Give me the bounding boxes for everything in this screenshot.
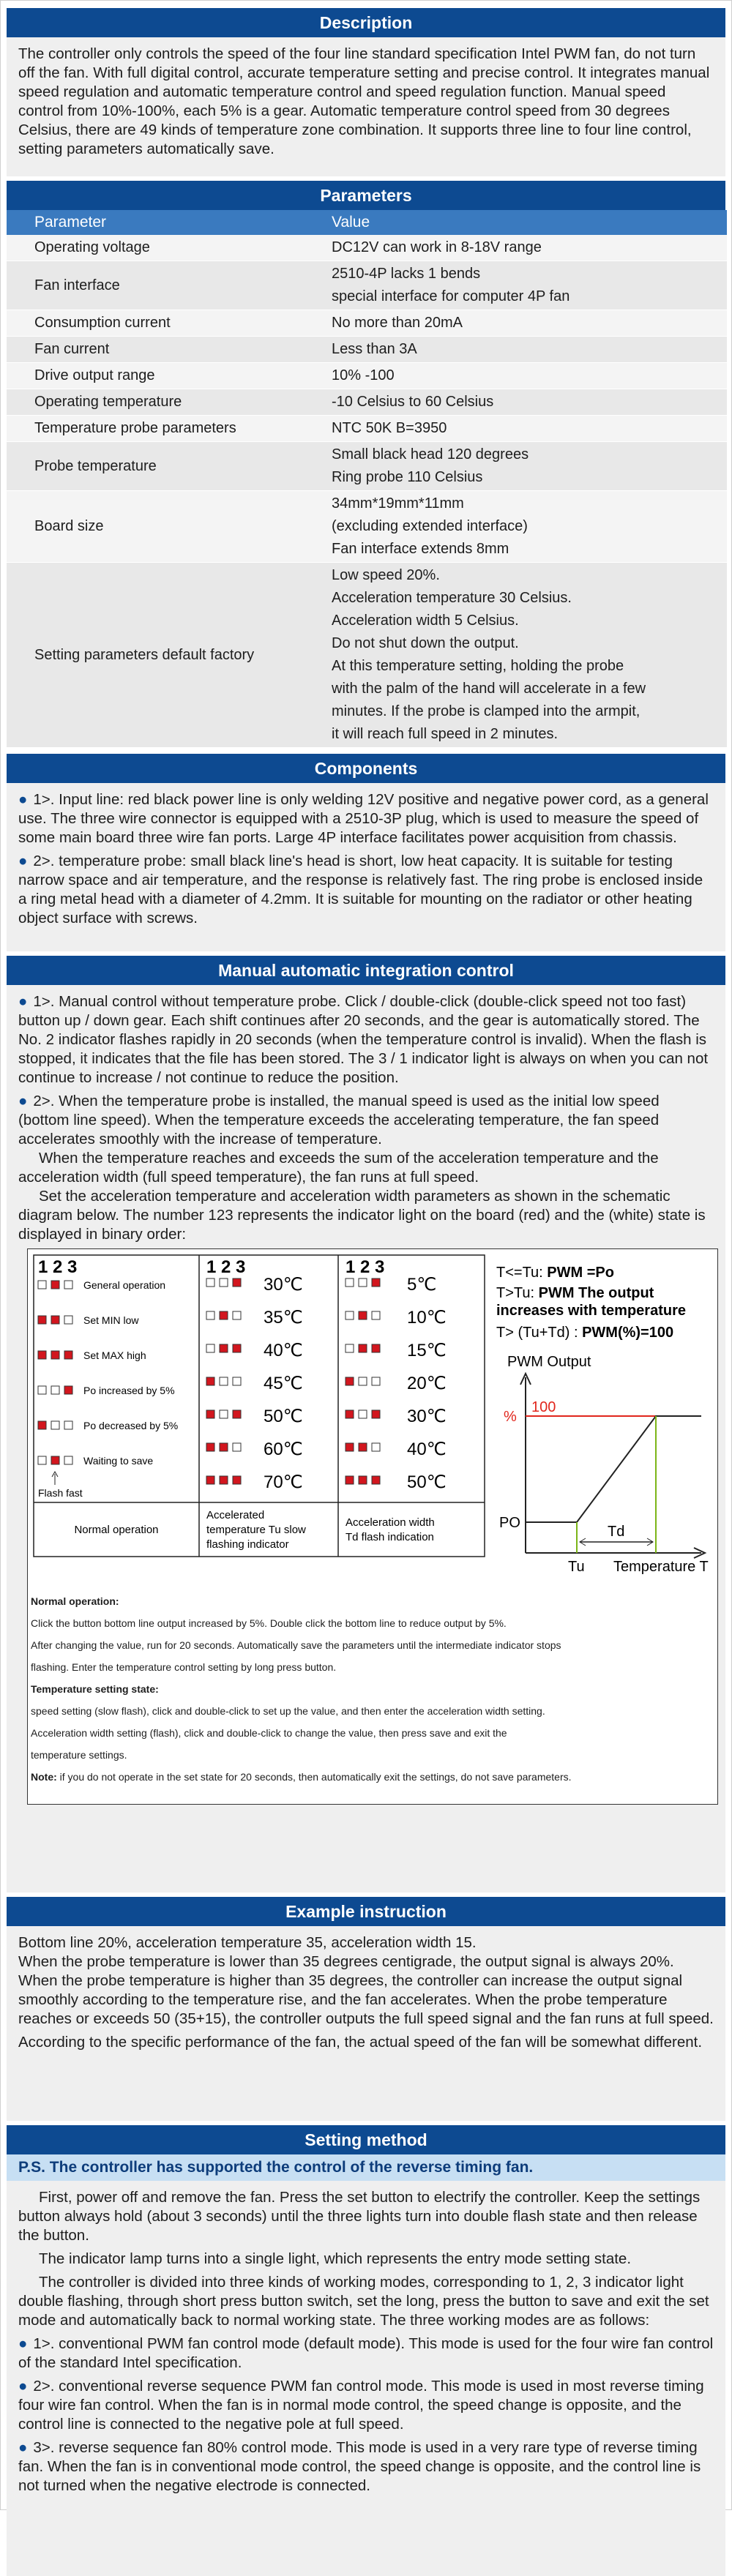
param-value-line: with the palm of the hand will accelerate in a few [332, 681, 646, 697]
led-indicator [372, 1344, 380, 1352]
led-indicator [51, 1316, 59, 1324]
graph-pwm-curve [526, 1416, 701, 1522]
manual-para-2: When the temperature reaches and exceeds the sum of the acceleration temperature and the acceleration width (full speed temperature), the fan runs at full speed. [18, 1150, 659, 1186]
led-indicator [233, 1311, 241, 1319]
setting-block [7, 2181, 725, 2576]
led-indicator [233, 1344, 241, 1352]
tu-temp-label: 70℃ [264, 1472, 303, 1492]
led-indicator [64, 1281, 72, 1289]
led-indicator [206, 1278, 214, 1287]
led-indicator [346, 1278, 354, 1287]
setting-p1: First, power off and remove the fan. Press the set button to electrify the controller. Keep the settings button always hold (about 3 seconds) until the three lights turn into double flash state and then release the button. [18, 2189, 701, 2244]
param-row [7, 416, 727, 442]
led-indicator [233, 1443, 241, 1451]
tu-temp-label: 35℃ [264, 1308, 303, 1328]
setting-p2: The indicator lamp turns into a single light, which represents the entry mode setting state. [39, 2250, 632, 2267]
led-indicator [359, 1278, 367, 1287]
led-indicator [51, 1456, 59, 1464]
flash-fast-label: Flash fast [38, 1487, 83, 1499]
param-value-line: No more than 20mA [332, 315, 463, 331]
led-indicator [64, 1456, 72, 1464]
led-indicator [51, 1386, 59, 1394]
param-value-line: special interface for computer 4P fan [332, 288, 570, 304]
diagram-notes [28, 1586, 717, 1788]
td-temp-label: 40℃ [407, 1439, 447, 1459]
indicator-diagram [27, 1248, 718, 1805]
param-header-value: Value [324, 210, 727, 235]
param-value [324, 235, 727, 261]
param-body [7, 235, 727, 748]
param-value-line: At this temperature setting, holding the probe [332, 658, 624, 674]
led-indicator [346, 1311, 354, 1319]
param-row [7, 261, 727, 310]
led-indicator [64, 1421, 72, 1429]
led-indicator [38, 1386, 46, 1394]
td-temp-label: 30℃ [407, 1407, 447, 1426]
footer-normal: Normal operation [74, 1524, 159, 1536]
led-indicator [206, 1377, 214, 1385]
example-p1: Bottom line 20%, acceleration temperature 35, acceleration width 15. [18, 1934, 477, 1951]
param-row [7, 337, 727, 363]
param-name: Drive output range [7, 363, 324, 389]
graph-pct: % [504, 1409, 517, 1425]
param-row [7, 363, 727, 389]
param-value [324, 310, 727, 337]
bullet-icon: ● [18, 1093, 28, 1109]
graph-temp-label: Temperature T [613, 1559, 709, 1575]
param-value-line: minutes. If the probe is clamped into the armpit, [332, 703, 640, 719]
param-header-name: Parameter [7, 210, 324, 235]
param-value-line: Fan interface extends 8mm [332, 541, 509, 557]
led-indicator [372, 1476, 380, 1484]
led-indicator [38, 1351, 46, 1359]
td-temp-label: 10℃ [407, 1308, 447, 1328]
param-row [7, 310, 727, 337]
param-value [324, 389, 727, 416]
led-indicator [372, 1278, 380, 1287]
led-indicator [220, 1311, 228, 1319]
led-indicator [64, 1316, 72, 1324]
led-indicator [206, 1476, 214, 1484]
led-indicator [206, 1410, 214, 1418]
mode-label: General operation [83, 1279, 166, 1291]
param-name: Fan interface [7, 261, 324, 310]
tu-temp-label: 45℃ [264, 1374, 303, 1393]
param-row [7, 442, 727, 491]
param-name: Fan current [7, 337, 324, 363]
led-indicator [372, 1443, 380, 1451]
led-indicator [220, 1377, 228, 1385]
led-indicator [372, 1311, 380, 1319]
td-temp-label: 50℃ [407, 1472, 447, 1492]
bullet-icon: ● [18, 791, 28, 808]
components-title: Components [7, 754, 725, 783]
setting-title: Setting method [7, 2125, 725, 2154]
footer-td-1: Acceleration width [346, 1516, 435, 1529]
led-indicator [359, 1443, 367, 1451]
mode-label: Po increased by 5% [83, 1385, 175, 1396]
led-indicator [206, 1311, 214, 1319]
mode-label: Po decreased by 5% [83, 1420, 179, 1431]
bullet-icon: ● [18, 2378, 28, 2395]
param-value-line: Do not shut down the output. [332, 635, 519, 651]
manual-title: Manual automatic integration control [7, 956, 725, 985]
param-value-line: NTC 50K B=3950 [332, 420, 447, 436]
manual-para-3: Set the acceleration temperature and acceleration width parameters as shown in the schematic diagram below. The number 123 represents the indicator light on the board (red) and the (white) state is displayed in binary order: [18, 1188, 706, 1243]
note-temp-heading: Temperature setting state: [31, 1683, 159, 1695]
led-indicator [64, 1386, 72, 1394]
param-value [324, 363, 727, 389]
mode-label: Waiting to save [83, 1455, 154, 1467]
mode-label: Set MAX high [83, 1349, 146, 1361]
legend-1: T<=Tu: PWM =Po [496, 1265, 614, 1281]
led-indicator [38, 1316, 46, 1324]
graph-po: PO [499, 1515, 520, 1531]
description-text: The controller only controls the speed of the four line standard specification Intel PWM fan, do not turn off the fan. With full digital control, accurate temperature setting and precise control. It integrates manual speed regulation and automatic temperature control and speed regulation function. Manual speed control from 10%-100%, each 5% is a gear. Automatic temperature control speed from 30 degrees Celsius, there are 49 kinds of temperature zone combination. It supports three line to four line control, setting parameters automatically save. [7, 37, 725, 176]
led-indicator [359, 1410, 367, 1418]
led-indicator [346, 1410, 354, 1418]
legend-3: T> (Tu+Td) : PWM(%)=100 [496, 1325, 674, 1341]
parameters-title: Parameters [7, 181, 725, 210]
led-indicator [64, 1351, 72, 1359]
param-name: Probe temperature [7, 442, 324, 491]
led-indicator [359, 1311, 367, 1319]
td-temp-label: 15℃ [407, 1341, 447, 1360]
component-item: ● 2>. temperature probe: small black line's head is short, low heat capacity. It is suitable for testing narrow space and air temperature, and the response is relatively fast. The ring probe is enclosed inside a ring metal head with a diameter of 4.2mm. It is suitable for mounting on the radiator or other heating object surface with screws. [18, 853, 703, 926]
param-value [324, 337, 727, 363]
legend-2b: increases with temperature [496, 1303, 686, 1319]
graph-td: Td [608, 1524, 625, 1540]
param-row [7, 563, 727, 748]
component-item: ● 1>. Input line: red black power line is only welding 12V positive and negative power cord, as a general use. The three wire connector is equipped with a 2510-3P plug, which is used to measure the speed of some main board three wire fan ports. Large 4P interface facilitates power acquisition from chassis. [18, 791, 709, 846]
note-final: Note: if you do not operate in the set state for 20 seconds, then automatically exit the settings, do not save parameters. [31, 1771, 572, 1783]
graph-100: 100 [531, 1399, 556, 1415]
led-indicator [220, 1443, 228, 1451]
td-temp-label: 5℃ [407, 1275, 437, 1295]
note-temp-1: speed setting (slow flash), click and double-click to set up the value, and then enter the acceleration width setting. [31, 1705, 545, 1717]
manual-item-1: ● 1>. Manual control without temperature probe. Click / double-click (double-click speed not too fast) button up / down gear. Each shift continues after 20 seconds, and the gear is automatically stored. The No. 2 indicator flashes rapidly in 20 seconds (when the temperature control is invalid). When the flash is stopped, it indicates that the file has been stored. The 3 / 1 indicator light is always on when you can not continue to increase / not continue to reduce the position. [18, 993, 709, 1086]
param-value-line: Small black head 120 degrees [332, 446, 529, 463]
legend-2: T>Tu: PWM The output [496, 1285, 654, 1301]
tu-temp-label: 50℃ [264, 1407, 303, 1426]
led-indicator [372, 1377, 380, 1385]
param-value-line: Less than 3A [332, 341, 417, 357]
led-indicator [346, 1377, 354, 1385]
manual-block [7, 985, 725, 1892]
param-row [7, 389, 727, 416]
led-indicator [220, 1278, 228, 1287]
led-indicator [51, 1351, 59, 1359]
param-value-line: DC12V can work in 8-18V range [332, 239, 542, 255]
led-indicator [346, 1443, 354, 1451]
param-value-line: Acceleration temperature 30 Celsius. [332, 590, 572, 606]
led-indicator [346, 1476, 354, 1484]
led-indicator [220, 1344, 228, 1352]
param-value-line: 10% -100 [332, 367, 395, 383]
param-value-line: Ring probe 110 Celsius [332, 469, 483, 485]
setting-ps: P.S. The controller has supported the control of the reverse timing fan. [7, 2154, 725, 2181]
led-indicator [233, 1476, 241, 1484]
param-name: Board size [7, 491, 324, 563]
note-normal-1: Click the button bottom line output increased by 5%. Double click the bottom line to reduce output by 5%. [31, 1617, 507, 1629]
led-indicator [38, 1456, 46, 1464]
bullet-icon: ● [18, 2335, 28, 2352]
bullet-icon: ● [18, 2439, 28, 2456]
param-value-line: it will reach full speed in 2 minutes. [332, 726, 559, 742]
param-value-line: -10 Celsius to 60 Celsius [332, 394, 494, 410]
description-title: Description [7, 8, 725, 37]
param-value [324, 491, 727, 563]
bullet-icon: ● [18, 993, 28, 1010]
param-row [7, 491, 727, 563]
graph-y-label: PWM Output [507, 1354, 591, 1370]
footer-td-2: Td flash indication [346, 1531, 434, 1543]
example-p3: According to the specific performance of the fan, the actual speed of the fan will be somewhat different. [18, 2034, 703, 2051]
tu-temp-label: 30℃ [264, 1275, 303, 1295]
param-name: Setting parameters default factory [7, 563, 324, 748]
param-name: Consumption current [7, 310, 324, 337]
param-name: Operating voltage [7, 235, 324, 261]
led-indicator [38, 1281, 46, 1289]
footer-tu-3: flashing indicator [206, 1538, 289, 1551]
col-head: 1 2 3 [206, 1257, 246, 1277]
param-value [324, 563, 727, 748]
footer-tu-2: temperature Tu slow [206, 1524, 306, 1536]
led-indicator [233, 1278, 241, 1287]
led-indicator [359, 1344, 367, 1352]
setting-item: ● 3>. reverse sequence fan 80% control mode. This mode is used in a very rare type of reverse timing fan. When the fan is in conventional mode control, the speed change is opposite, and the control line is not turned when the negative electrode is connected. [18, 2439, 701, 2494]
components-block [7, 783, 725, 951]
led-indicator [346, 1344, 354, 1352]
param-value-line: Acceleration width 5 Celsius. [332, 613, 519, 629]
param-name: Temperature probe parameters [7, 416, 324, 442]
setting-item: ● 2>. conventional reverse sequence PWM fan control mode. This mode is used in most reverse timing four wire fan control. When the fan is in normal mode control, the speed change is opposite, and the control line is connected to the negative pole at full speed. [18, 2378, 704, 2433]
led-indicator [38, 1421, 46, 1429]
example-block [7, 1926, 725, 2121]
manual-item-2: ● 2>. When the temperature probe is installed, the manual speed is used as the initial low speed (bottom line speed). When the temperature exceeds the accelerating temperature, the fan speed accelerates smoothly with the increase of temperature. [18, 1093, 660, 1147]
param-value-line: Low speed 20%. [332, 567, 440, 583]
led-indicator [372, 1410, 380, 1418]
led-indicator [233, 1410, 241, 1418]
led-indicator [206, 1344, 214, 1352]
note-temp-3: temperature settings. [31, 1749, 127, 1761]
note-normal-2: After changing the value, run for 20 seconds. Automatically save the parameters until the intermediate indicator stops [31, 1639, 561, 1651]
led-indicator [220, 1410, 228, 1418]
led-indicator [206, 1443, 214, 1451]
param-value-line: 34mm*19mm*11mm [332, 495, 464, 512]
param-name: Operating temperature [7, 389, 324, 416]
col-head: 1 2 3 [346, 1257, 385, 1277]
led-indicator [233, 1377, 241, 1385]
example-p2: When the probe temperature is lower than 35 degrees centigrade, the output signal is always 20%. When the probe temperature is higher than 35 degrees, the controller can increase the output signal smoothly according to the temperature rise, and the fan accelerates. When the probe temperature reaches or exceeds 50 (35+15), the controller outputs the full speed signal and the fan runs at full speed. [18, 1953, 714, 2027]
setting-item: ● 1>. conventional PWM fan control mode (default mode). This mode is used for the four wire fan control of the standard Intel specification. [18, 2335, 714, 2371]
mode-label: Set MIN low [83, 1314, 139, 1326]
footer-tu-1: Accelerated [206, 1509, 265, 1521]
note-normal-3: flashing. Enter the temperature control setting by long press button. [31, 1661, 337, 1673]
param-row [7, 235, 727, 261]
setting-p3: The controller is divided into three kinds of working modes, corresponding to 1, 2, 3 indicator light double flashing, through short press button switch, set the long, press the button to save and exit the set mode and automatically back to normal working state. The three working modes are as follows: [18, 2274, 709, 2329]
param-value [324, 416, 727, 442]
led-indicator [359, 1377, 367, 1385]
graph-tu: Tu [568, 1559, 585, 1575]
example-title: Example instruction [7, 1897, 725, 1926]
parameters-table [7, 210, 727, 748]
note-normal-heading: Normal operation: [31, 1595, 119, 1607]
param-value [324, 442, 727, 491]
led-indicator [51, 1421, 59, 1429]
bullet-icon: ● [18, 853, 28, 869]
tu-temp-label: 60℃ [264, 1439, 303, 1459]
led-group [38, 1275, 447, 1492]
led-indicator [359, 1476, 367, 1484]
param-value-line: (excluding extended interface) [332, 518, 528, 534]
param-value [324, 261, 727, 310]
led-indicator [220, 1476, 228, 1484]
tu-temp-label: 40℃ [264, 1341, 303, 1360]
col-head: 1 2 3 [38, 1257, 78, 1277]
led-indicator [51, 1281, 59, 1289]
param-value-line: 2510-4P lacks 1 bends [332, 266, 481, 282]
note-temp-2: Acceleration width setting (flash), click and double-click to change the value, then press save and exit the [31, 1727, 507, 1739]
td-temp-label: 20℃ [407, 1374, 447, 1393]
